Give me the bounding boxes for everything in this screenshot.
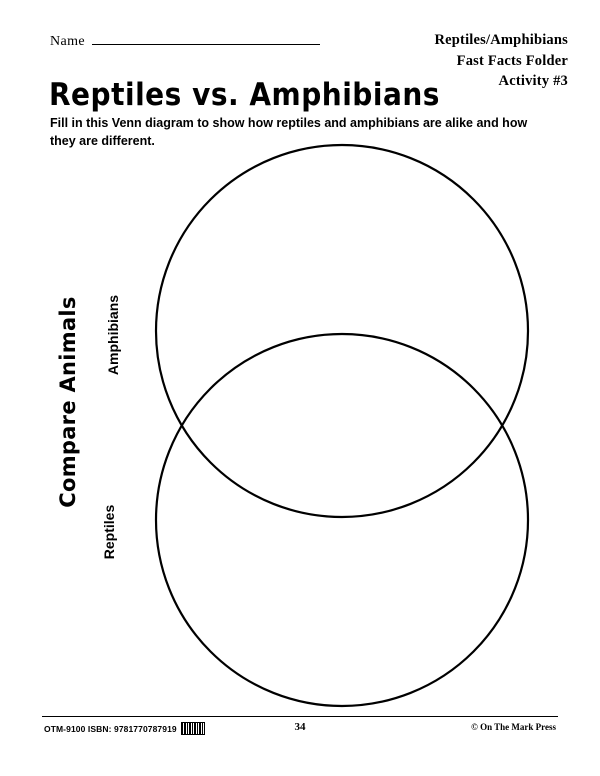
footer-divider [42, 716, 558, 717]
activity-header-line-1: Reptiles/Amphibians [434, 32, 568, 48]
activity-header [434, 30, 568, 92]
venn-circle-amphibians [156, 145, 528, 517]
venn-circle-reptiles [156, 334, 528, 706]
name-label: Name [50, 34, 86, 49]
section-label-compare-animals: Compare Animals [56, 296, 80, 508]
page-footer [0, 716, 600, 760]
venn-top-circle-label: Amphibians [105, 294, 121, 376]
instructions-text: Fill in this Venn diagram to show how reptiles and amphibians are alike and how they are different. [50, 116, 528, 149]
venn-bottom-circle-label: Reptiles [101, 504, 117, 560]
activity-header-line-2: Fast Facts Folder [456, 52, 568, 69]
venn-diagram[interactable] [150, 143, 535, 708]
footer-isbn-code: OTM-9100 ISBN: 9781770787919 [44, 723, 177, 734]
copyright-notice: © On The Mark Press [471, 722, 556, 732]
name-field-row [50, 30, 320, 50]
page-number: 34 [294, 721, 306, 733]
name-input-line[interactable] [92, 30, 320, 45]
page-title: Reptiles vs. Amphibians [49, 76, 440, 113]
activity-header-line-3: Activity #3 [498, 73, 568, 90]
